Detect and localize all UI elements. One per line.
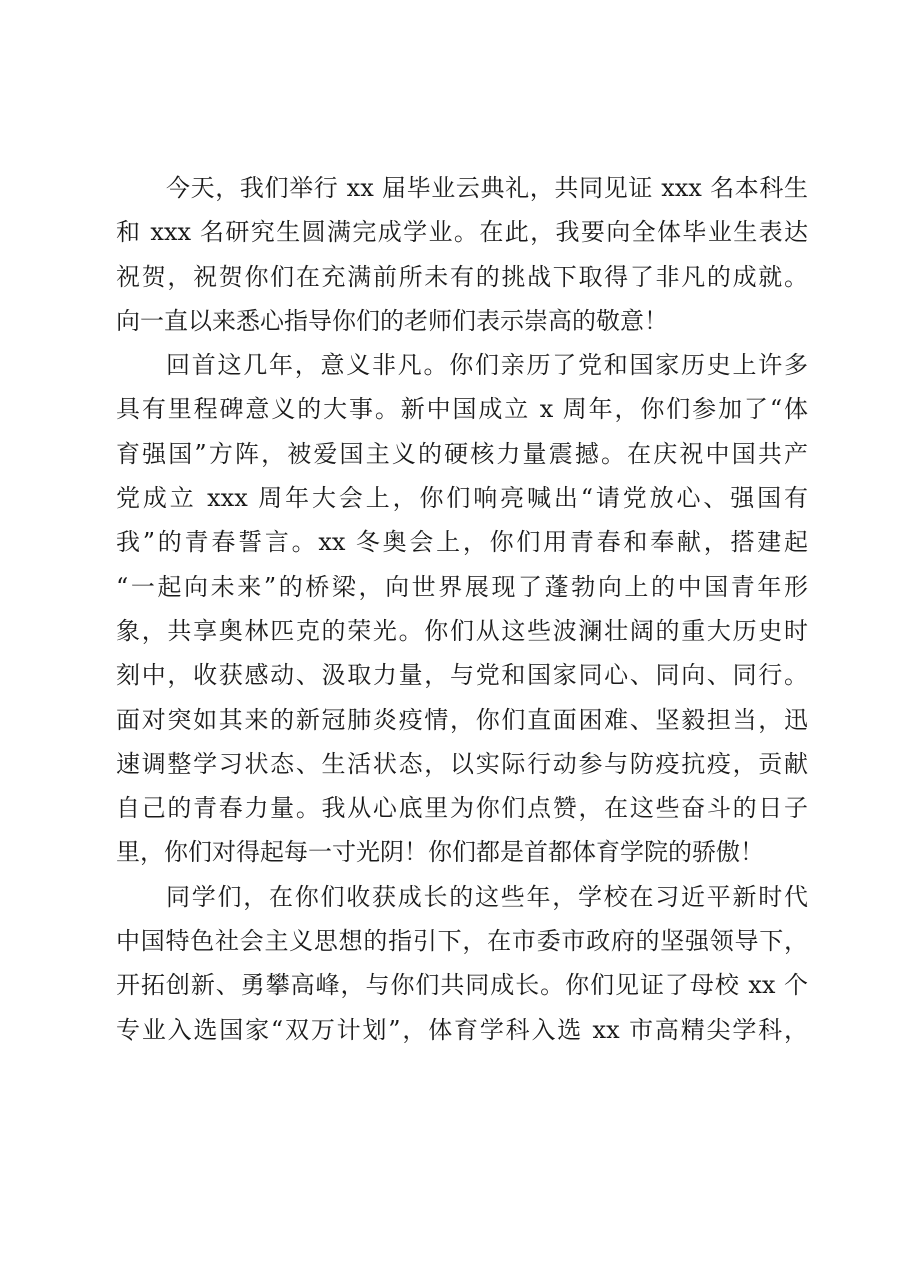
paragraph-graduation-greeting: [116, 166, 808, 343]
text-line: 专业入选国家“双万计划”，体育学科入选 xx 市高精尖学科，: [116, 1015, 808, 1044]
text-line: 里，你们对得起每一寸光阴！你们都是首都体育学院的骄傲！: [116, 838, 764, 867]
text-line: 具有里程碑意义的大事。新中国成立 x 周年，你们参加了“体: [116, 395, 808, 424]
text-line: 党成立 xxx 周年大会上，你们响亮喊出“请党放心、强国有: [116, 484, 808, 513]
text-line: 刻中，收获感动、汲取力量，与党和国家同心、同向、同行。: [116, 661, 808, 690]
text-line: 同学们，在你们收获成长的这些年，学校在习近平新时代: [166, 882, 808, 911]
text-line: 今天，我们举行 xx 届毕业云典礼，共同见证 xxx 名本科生: [166, 174, 808, 202]
text-line: “一起向未来”的桥梁，向世界展现了蓬勃向上的中国青年形: [116, 572, 808, 601]
document-body: [116, 166, 808, 1052]
text-line: 速调整学习状态、生活状态，以实际行动参与防疫抗疫，贡献: [116, 749, 808, 778]
text-line: 自己的青春力量。我从心底里为你们点赞，在这些奋斗的日子: [116, 794, 808, 823]
text-line: 中国特色社会主义思想的指引下，在市委市政府的坚强领导下，: [116, 927, 808, 956]
text-line: 向一直以来悉心指导你们的老师们表示崇高的敬意！: [116, 306, 668, 335]
text-line: 和 xxx 名研究生圆满完成学业。在此，我要向全体毕业生表达: [116, 218, 808, 247]
text-line: 回首这几年，意义非凡。你们亲历了党和国家历史上许多: [166, 351, 808, 380]
text-line: 我”的青春誓言。xx 冬奥会上，你们用青春和奉献，搭建起: [116, 528, 808, 557]
text-line: 育强国”方阵，被爱国主义的硬核力量震撼。在庆祝中国共产: [116, 439, 808, 468]
text-line: 象，共享奥林匹克的荣光。你们从这些波澜壮阔的重大历史时: [116, 616, 808, 645]
text-line: 面对突如其来的新冠肺炎疫情，你们直面困难、坚毅担当，迅: [116, 705, 808, 734]
text-line: 祝贺，祝贺你们在充满前所未有的挑战下取得了非凡的成就。: [116, 262, 808, 291]
paragraph-looking-back: [116, 343, 808, 875]
text-line: 开拓创新、勇攀高峰，与你们共同成长。你们见证了母校 xx 个: [116, 971, 808, 1000]
paragraph-school-growth: [116, 875, 808, 1052]
